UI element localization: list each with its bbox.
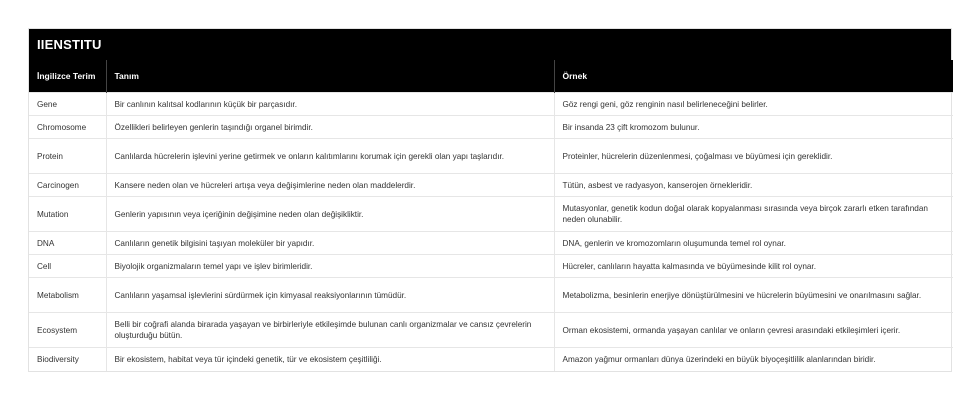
table-row bbox=[29, 232, 953, 255]
cell-term: Chromosome bbox=[29, 116, 106, 139]
cell-example: Proteinler, hücrelerin düzenlenmesi, çoğalması ve büyümesi için gereklidir. bbox=[554, 139, 953, 174]
glossary-table bbox=[29, 60, 953, 371]
cell-term: DNA bbox=[29, 232, 106, 255]
table-header-row bbox=[29, 60, 953, 93]
cell-definition: Canlılarda hücrelerin işlevini yerine getirmek ve onların kalıtımlarını korumak için gerekli olan yapı taşlarıdır. bbox=[106, 139, 554, 174]
table-row bbox=[29, 255, 953, 278]
cell-term: Gene bbox=[29, 93, 106, 116]
cell-definition: Canlıların yaşamsal işlevlerini sürdürmek için kimyasal reaksiyonlarının tümüdür. bbox=[106, 278, 554, 313]
table-row bbox=[29, 313, 953, 348]
cell-example: Tütün, asbest ve radyasyon, kanserojen örnekleridir. bbox=[554, 174, 953, 197]
header-definition: Tanım bbox=[106, 60, 554, 93]
glossary-table-container bbox=[28, 28, 952, 372]
cell-term: Cell bbox=[29, 255, 106, 278]
brand-title: IIENSTITU bbox=[29, 29, 951, 60]
table-row bbox=[29, 116, 953, 139]
cell-example: Orman ekosistemi, ormanda yaşayan canlılar ve onların çevresi arasındaki etkileşimleri içerir. bbox=[554, 313, 953, 348]
cell-definition: Bir ekosistem, habitat veya tür içindeki genetik, tür ve ekosistem çeşitliliği. bbox=[106, 348, 554, 371]
header-example: Örnek bbox=[554, 60, 953, 93]
cell-definition: Bir canlının kalıtsal kodlarının küçük bir parçasıdır. bbox=[106, 93, 554, 116]
table-row bbox=[29, 197, 953, 232]
cell-definition: Özellikleri belirleyen genlerin taşındığı organel birimdir. bbox=[106, 116, 554, 139]
cell-term: Protein bbox=[29, 139, 106, 174]
cell-definition: Kansere neden olan ve hücreleri artışa veya değişimlerine neden olan maddelerdir. bbox=[106, 174, 554, 197]
table-row bbox=[29, 174, 953, 197]
table-row bbox=[29, 348, 953, 371]
cell-definition: Biyolojik organizmaların temel yapı ve işlev birimleridir. bbox=[106, 255, 554, 278]
cell-example: Amazon yağmur ormanları dünya üzerindeki en büyük biyoçeşitlilik alanlarından biridir. bbox=[554, 348, 953, 371]
cell-term: Ecosystem bbox=[29, 313, 106, 348]
cell-term: Mutation bbox=[29, 197, 106, 232]
table-row bbox=[29, 139, 953, 174]
cell-term: Biodiversity bbox=[29, 348, 106, 371]
cell-example: Metabolizma, besinlerin enerjiye dönüştürülmesini ve hücrelerin büyümesini ve onarılmasını sağlar. bbox=[554, 278, 953, 313]
cell-term: Carcinogen bbox=[29, 174, 106, 197]
cell-example: Hücreler, canlıların hayatta kalmasında ve büyümesinde kilit rol oynar. bbox=[554, 255, 953, 278]
cell-example: Göz rengi geni, göz renginin nasıl belirleneceğini belirler. bbox=[554, 93, 953, 116]
cell-term: Metabolism bbox=[29, 278, 106, 313]
table-row bbox=[29, 93, 953, 116]
header-term: İngilizce Terim bbox=[37, 70, 96, 81]
cell-example: Mutasyonlar, genetik kodun doğal olarak kopyalanması sırasında veya birçok zararlı etken tarafından neden olunabilir. bbox=[554, 197, 953, 232]
cell-definition: Canlıların genetik bilgisini taşıyan moleküler bir yapıdır. bbox=[106, 232, 554, 255]
table-row bbox=[29, 278, 953, 313]
cell-definition: Belli bir coğrafi alanda birarada yaşayan ve birbirleriyle etkileşimde bulunan canlı organizmalar ve cansız çevrelerin oluşturduğu bütün. bbox=[106, 313, 554, 348]
cell-example: DNA, genlerin ve kromozomların oluşumunda temel rol oynar. bbox=[554, 232, 953, 255]
cell-example: Bir insanda 23 çift kromozom bulunur. bbox=[554, 116, 953, 139]
cell-definition: Genlerin yapısının veya içeriğinin değişimine neden olan değişikliktir. bbox=[106, 197, 554, 232]
